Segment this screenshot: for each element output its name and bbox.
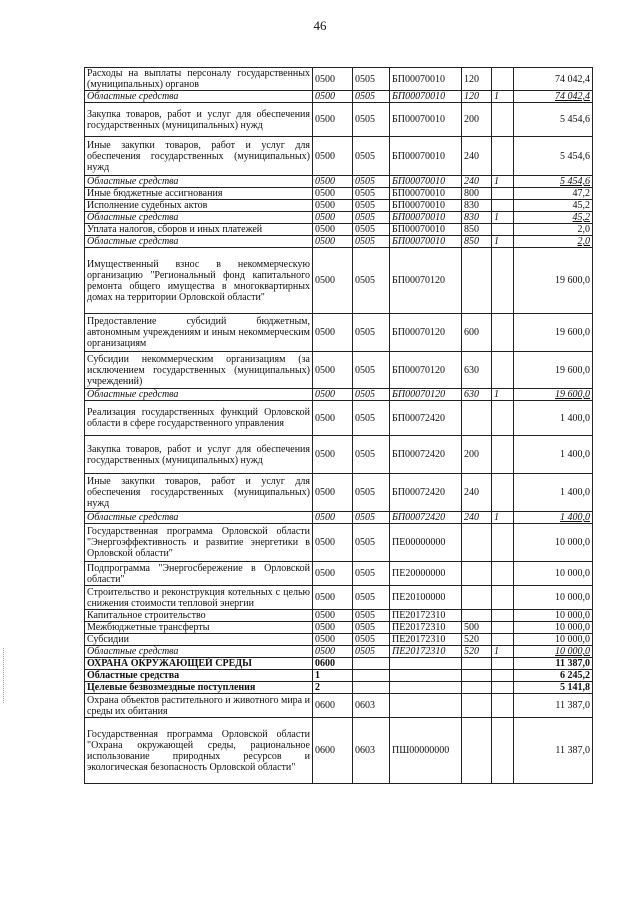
row-expense-type: 850 [462, 236, 492, 248]
row-subsection-code: 0505 [353, 224, 390, 236]
row-name: Государственная программа Орловской области "Энергоэффективность и развитие энергетики в Орловской области" [85, 524, 313, 562]
row-subsection-code: 0505 [353, 68, 390, 91]
row-amount: 11 387,0 [514, 694, 593, 718]
table-row [85, 137, 593, 176]
row-name: Капитальное строительство [85, 610, 313, 622]
row-target-article: БП00070120 [390, 314, 462, 352]
row-funding-source [492, 68, 514, 91]
row-expense-type: 800 [462, 188, 492, 200]
row-amount: 1 400,0 [514, 512, 593, 524]
row-section-code: 0500 [313, 248, 353, 314]
row-funding-source [492, 524, 514, 562]
row-amount: 19 600,0 [514, 314, 593, 352]
row-subsection-code: 0505 [353, 436, 390, 474]
row-section-code: 0500 [313, 137, 353, 176]
row-subsection-code: 0505 [353, 389, 390, 401]
row-funding-source [492, 352, 514, 389]
table-row [85, 352, 593, 389]
row-name: Межбюджетные трансферты [85, 622, 313, 634]
row-name: Предоставление субсидий бюджетным, автономным учреждениям и иным некоммерческим организациям [85, 314, 313, 352]
row-name: ОХРАНА ОКРУЖАЮЩЕЙ СРЕДЫ [85, 658, 313, 670]
row-section-code: 0500 [313, 562, 353, 586]
row-funding-source [492, 314, 514, 352]
row-subsection-code: 0505 [353, 176, 390, 188]
row-target-article: БП00070120 [390, 248, 462, 314]
row-expense-type: 630 [462, 352, 492, 389]
row-expense-type [462, 586, 492, 610]
row-amount: 2,0 [514, 224, 593, 236]
row-section-code: 0500 [313, 622, 353, 634]
row-amount: 10 000,0 [514, 610, 593, 622]
row-funding-source [492, 401, 514, 436]
row-name: Областные средства [85, 236, 313, 248]
row-section-code: 0500 [313, 224, 353, 236]
row-name: Областные средства [85, 670, 313, 682]
row-subsection-code: 0505 [353, 352, 390, 389]
row-subsection-code: 0505 [353, 103, 390, 137]
row-funding-source [492, 474, 514, 512]
row-expense-type [462, 718, 492, 784]
row-section-code: 0500 [313, 646, 353, 658]
table-row [85, 200, 593, 212]
row-section-code: 0500 [313, 389, 353, 401]
row-amount: 45,2 [514, 212, 593, 224]
row-funding-source [492, 622, 514, 634]
row-subsection-code: 0505 [353, 314, 390, 352]
row-funding-source [492, 586, 514, 610]
row-amount: 19 600,0 [514, 352, 593, 389]
row-name: Строительство и реконструкция котельных с целью снижения стоимости тепловой энергии [85, 586, 313, 610]
table-row [85, 212, 593, 224]
row-name: Исполнение судебных актов [85, 200, 313, 212]
row-amount: 5 454,6 [514, 103, 593, 137]
table-row [85, 188, 593, 200]
row-target-article: БП00070010 [390, 91, 462, 103]
row-name: Целевые безвозмездные поступления [85, 682, 313, 694]
row-funding-source: 1 [492, 212, 514, 224]
row-subsection-code: 0505 [353, 212, 390, 224]
row-name: Областные средства [85, 512, 313, 524]
row-target-article: ПЕ20172310 [390, 646, 462, 658]
row-expense-type: 240 [462, 512, 492, 524]
table-row [85, 224, 593, 236]
row-amount: 10 000,0 [514, 562, 593, 586]
row-funding-source [492, 682, 514, 694]
row-funding-source [492, 200, 514, 212]
row-subsection-code: 0505 [353, 646, 390, 658]
row-amount: 10 000,0 [514, 524, 593, 562]
table-row [85, 610, 593, 622]
row-amount: 10 000,0 [514, 622, 593, 634]
row-name: Реализация государственных функций Орловской области в сфере государственного управления [85, 401, 313, 436]
row-section-code: 0600 [313, 694, 353, 718]
row-expense-type: 240 [462, 176, 492, 188]
row-expense-type: 200 [462, 436, 492, 474]
row-section-code: 0500 [313, 200, 353, 212]
table-row [85, 622, 593, 634]
row-section-code: 2 [313, 682, 353, 694]
row-funding-source: 1 [492, 646, 514, 658]
row-subsection-code: 0505 [353, 562, 390, 586]
row-expense-type [462, 401, 492, 436]
row-section-code: 0500 [313, 401, 353, 436]
row-funding-source: 1 [492, 176, 514, 188]
row-subsection-code: 0505 [353, 622, 390, 634]
row-section-code: 0500 [313, 212, 353, 224]
row-amount: 1 400,0 [514, 401, 593, 436]
row-funding-source [492, 188, 514, 200]
row-target-article: БП00072420 [390, 436, 462, 474]
row-name: Иные бюджетные ассигнования [85, 188, 313, 200]
row-section-code: 0500 [313, 634, 353, 646]
row-expense-type: 240 [462, 137, 492, 176]
row-name: Иные закупки товаров, работ и услуг для обеспечения государственных (муниципальных) нужд [85, 137, 313, 176]
row-expense-type: 120 [462, 68, 492, 91]
row-target-article: БП00070010 [390, 137, 462, 176]
row-amount: 5 454,6 [514, 137, 593, 176]
row-target-article: ПШ00000000 [390, 718, 462, 784]
row-funding-source [492, 694, 514, 718]
row-name: Охрана объектов растительного и животного мира и среды их обитания [85, 694, 313, 718]
row-expense-type [462, 670, 492, 682]
row-name: Областные средства [85, 176, 313, 188]
row-funding-source [492, 670, 514, 682]
row-section-code: 0500 [313, 524, 353, 562]
row-section-code: 0500 [313, 176, 353, 188]
row-name: Имущественный взнос в некоммерческую организацию "Региональный фонд капитального ремонта общего имущества в многоквартирных домах на территории Орловской области" [85, 248, 313, 314]
row-subsection-code: 0505 [353, 248, 390, 314]
row-section-code: 0500 [313, 512, 353, 524]
row-target-article: БП00070010 [390, 176, 462, 188]
table-row [85, 401, 593, 436]
row-funding-source [492, 137, 514, 176]
row-section-code: 0500 [313, 610, 353, 622]
row-expense-type [462, 248, 492, 314]
table-row [85, 512, 593, 524]
row-target-article: ПЕ20100000 [390, 586, 462, 610]
row-subsection-code: 0505 [353, 236, 390, 248]
row-subsection-code: 0603 [353, 718, 390, 784]
row-target-article: БП00070010 [390, 103, 462, 137]
row-expense-type: 120 [462, 91, 492, 103]
row-section-code: 0600 [313, 658, 353, 670]
row-expense-type: 830 [462, 200, 492, 212]
table-row [85, 236, 593, 248]
row-section-code: 0500 [313, 236, 353, 248]
row-subsection-code: 0505 [353, 91, 390, 103]
row-subsection-code: 0505 [353, 586, 390, 610]
row-amount: 6 245,2 [514, 670, 593, 682]
table-row [85, 314, 593, 352]
row-amount: 45,2 [514, 200, 593, 212]
table-row [85, 682, 593, 694]
row-subsection-code: 0505 [353, 474, 390, 512]
row-expense-type: 830 [462, 212, 492, 224]
row-subsection-code [353, 658, 390, 670]
row-funding-source [492, 718, 514, 784]
row-amount: 5 454,6 [514, 176, 593, 188]
row-name: Расходы на выплаты персоналу государственных (муниципальных) органов [85, 68, 313, 91]
row-name: Иные закупки товаров, работ и услуг для обеспечения государственных (муниципальных) нужд [85, 474, 313, 512]
table-row [85, 586, 593, 610]
table-row [85, 91, 593, 103]
row-funding-source: 1 [492, 91, 514, 103]
row-target-article: БП00072420 [390, 474, 462, 512]
row-section-code: 0500 [313, 586, 353, 610]
row-target-article: ПЕ20000000 [390, 562, 462, 586]
row-target-article [390, 670, 462, 682]
row-amount: 19 600,0 [514, 389, 593, 401]
table-row [85, 562, 593, 586]
row-funding-source [492, 224, 514, 236]
row-subsection-code: 0505 [353, 401, 390, 436]
row-amount: 10 000,0 [514, 646, 593, 658]
row-section-code: 1 [313, 670, 353, 682]
row-target-article: БП00070010 [390, 200, 462, 212]
table-row [85, 103, 593, 137]
row-name: Областные средства [85, 212, 313, 224]
row-subsection-code: 0505 [353, 524, 390, 562]
row-subsection-code: 0603 [353, 694, 390, 718]
row-target-article [390, 658, 462, 670]
table-row [85, 646, 593, 658]
row-section-code: 0600 [313, 718, 353, 784]
table-row [85, 718, 593, 784]
row-funding-source [492, 436, 514, 474]
row-funding-source [492, 610, 514, 622]
budget-table-body [85, 68, 593, 784]
row-name: Субсидии некоммерческим организациям (за исключением государственных (муниципальных) учреждений) [85, 352, 313, 389]
row-expense-type: 520 [462, 634, 492, 646]
table-row [85, 658, 593, 670]
row-expense-type [462, 694, 492, 718]
margin-dots [3, 648, 6, 703]
row-subsection-code: 0505 [353, 610, 390, 622]
row-section-code: 0500 [313, 188, 353, 200]
row-target-article [390, 694, 462, 718]
row-expense-type: 500 [462, 622, 492, 634]
row-expense-type [462, 562, 492, 586]
row-section-code: 0500 [313, 103, 353, 137]
row-section-code: 0500 [313, 314, 353, 352]
row-target-article: ПЕ20172310 [390, 622, 462, 634]
row-section-code: 0500 [313, 352, 353, 389]
row-target-article: БП00070010 [390, 212, 462, 224]
page-number: 46 [313, 18, 327, 33]
row-funding-source [492, 103, 514, 137]
row-subsection-code [353, 682, 390, 694]
row-name: Подпрограмма "Энергосбережение в Орловской области" [85, 562, 313, 586]
row-amount: 19 600,0 [514, 248, 593, 314]
row-section-code: 0500 [313, 474, 353, 512]
row-amount: 74 042,4 [514, 91, 593, 103]
row-target-article: БП00070120 [390, 352, 462, 389]
row-target-article: ПЕ20172310 [390, 634, 462, 646]
row-amount: 1 400,0 [514, 436, 593, 474]
row-amount: 2,0 [514, 236, 593, 248]
row-expense-type [462, 682, 492, 694]
row-name: Субсидии [85, 634, 313, 646]
table-row [85, 694, 593, 718]
row-target-article: БП00070010 [390, 236, 462, 248]
row-name: Закупка товаров, работ и услуг для обеспечения государственных (муниципальных) нужд [85, 436, 313, 474]
row-section-code: 0500 [313, 436, 353, 474]
row-funding-source [492, 634, 514, 646]
row-subsection-code: 0505 [353, 188, 390, 200]
row-expense-type: 850 [462, 224, 492, 236]
row-amount: 11 387,0 [514, 718, 593, 784]
row-subsection-code: 0505 [353, 200, 390, 212]
row-target-article: ПЕ00000000 [390, 524, 462, 562]
row-expense-type [462, 524, 492, 562]
row-amount: 1 400,0 [514, 474, 593, 512]
row-target-article: БП00070010 [390, 188, 462, 200]
row-name: Областные средства [85, 389, 313, 401]
row-expense-type: 200 [462, 103, 492, 137]
budget-table [84, 67, 593, 784]
row-target-article: БП00072420 [390, 401, 462, 436]
row-amount: 5 141,8 [514, 682, 593, 694]
row-section-code: 0500 [313, 91, 353, 103]
row-expense-type: 600 [462, 314, 492, 352]
row-expense-type: 520 [462, 646, 492, 658]
row-expense-type: 240 [462, 474, 492, 512]
row-funding-source [492, 658, 514, 670]
row-name: Областные средства [85, 646, 313, 658]
row-funding-source [492, 562, 514, 586]
row-subsection-code: 0505 [353, 634, 390, 646]
table-row [85, 68, 593, 91]
row-target-article: БП00070010 [390, 68, 462, 91]
row-target-article: БП00070010 [390, 224, 462, 236]
row-amount: 10 000,0 [514, 634, 593, 646]
row-expense-type [462, 658, 492, 670]
row-amount: 74 042,4 [514, 68, 593, 91]
table-row [85, 634, 593, 646]
row-funding-source: 1 [492, 236, 514, 248]
table-row [85, 389, 593, 401]
row-expense-type [462, 610, 492, 622]
row-amount: 10 000,0 [514, 586, 593, 610]
row-name: Уплата налогов, сборов и иных платежей [85, 224, 313, 236]
row-subsection-code: 0505 [353, 512, 390, 524]
row-section-code: 0500 [313, 68, 353, 91]
row-funding-source: 1 [492, 512, 514, 524]
table-row [85, 524, 593, 562]
row-funding-source: 1 [492, 389, 514, 401]
table-row [85, 474, 593, 512]
row-amount: 47,2 [514, 188, 593, 200]
row-target-article: ПЕ20172310 [390, 610, 462, 622]
row-target-article: БП00070120 [390, 389, 462, 401]
table-row [85, 176, 593, 188]
table-row [85, 670, 593, 682]
row-expense-type: 630 [462, 389, 492, 401]
row-name: Государственная программа Орловской области "Охрана окружающей среды, рациональное использование природных ресурсов и экологическая безопасность Орловской области" [85, 718, 313, 784]
row-amount: 11 387,0 [514, 658, 593, 670]
row-subsection-code [353, 670, 390, 682]
table-row [85, 248, 593, 314]
row-name: Областные средства [85, 91, 313, 103]
row-target-article: БП00072420 [390, 512, 462, 524]
row-funding-source [492, 248, 514, 314]
table-row [85, 436, 593, 474]
row-name: Закупка товаров, работ и услуг для обеспечения государственных (муниципальных) нужд [85, 103, 313, 137]
row-target-article [390, 682, 462, 694]
row-subsection-code: 0505 [353, 137, 390, 176]
